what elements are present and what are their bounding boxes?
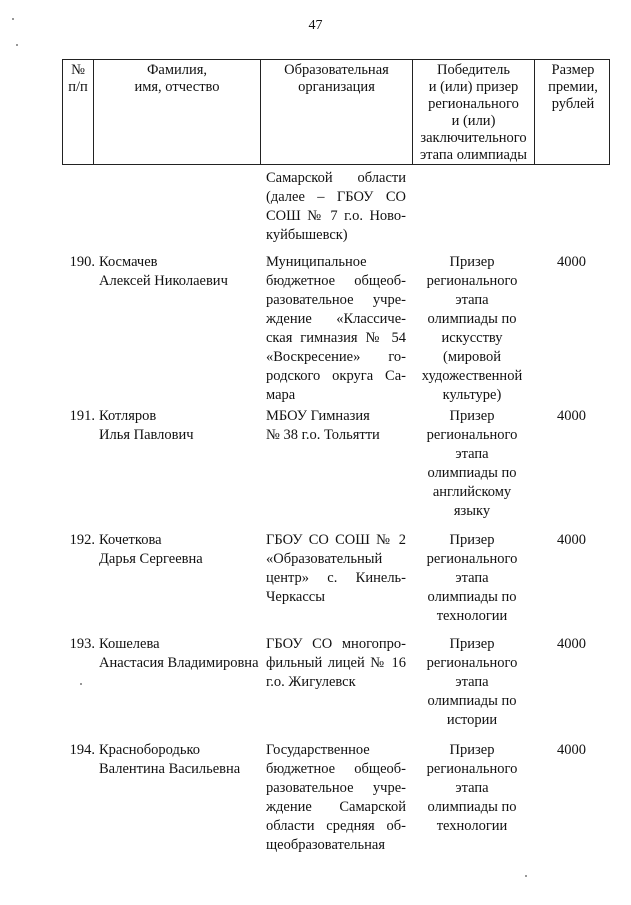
organization: Государственное бюджетное общеоб- разовательное учре- ждение Самарской области средняя об- щеобразовательная [266, 742, 406, 853]
table-header [62, 59, 610, 165]
award-status: Призер регионального этапа олимпиады по истории [426, 636, 518, 728]
header-col-organization: Образовательная организация [261, 60, 413, 164]
person-name: Котляров Илья Павлович [99, 408, 194, 443]
scan-speck [16, 44, 18, 46]
person-name: Кошелева Анастасия Владимировна [99, 636, 259, 671]
header-col-prize: Размер премии, рублей [548, 62, 598, 112]
person-name: Краснобородько Валентина Васильевна [99, 742, 241, 777]
header-col-award: Победитель и (или) призер регионального и (или) заключительного этапа олимпиады [413, 60, 535, 164]
prize-amount: 4000 [557, 532, 586, 548]
row-number: 192. [69, 532, 95, 548]
scan-speck [12, 18, 14, 20]
award-status: Призер регионального этапа олимпиады по английскому языку [426, 408, 518, 519]
row-number: 193. [69, 636, 95, 652]
organization: ГБОУ СО СОШ № 2 «Образовательный центр» с. Кинель- Черкассы [266, 532, 406, 605]
award-status: Призер регионального этапа олимпиады по технологии [426, 532, 518, 624]
organization: ГБОУ СО многопро- фильный лицей № 16 г.о. Жигулевск [266, 636, 406, 690]
organization: МБОУ Гимназия № 38 г.о. Тольятти [266, 408, 380, 443]
page-number: 47 [308, 18, 323, 33]
person-name: Космачев Алексей Николаевич [99, 254, 228, 289]
scan-speck [525, 875, 527, 877]
continued-organization-text: Самарской области (далее – ГБОУ СО СОШ № 7 г.о. Ново- куйбышевск) [266, 170, 406, 243]
prize-amount: 4000 [557, 636, 586, 652]
organization: Муниципальное бюджетное общеоб- разовательное учре- ждение «Классиче- ская гимназия № 54 «Воскресение» го- родского округа Са- мара [266, 254, 406, 403]
award-status: Призер регионального этапа олимпиады по технологии [426, 742, 518, 834]
person-name: Кочеткова Дарья Сергеевна [99, 532, 203, 567]
header-col-name: Фамилия, имя, отчество [94, 60, 261, 164]
award-status: Призер регионального этапа олимпиады по искусству (мировой художественной культуре) [421, 254, 523, 403]
prize-amount: 4000 [557, 408, 586, 424]
prize-amount: 4000 [557, 254, 586, 270]
row-number: 194. [69, 742, 95, 758]
row-number: 190. [69, 254, 95, 270]
header-col-number: № п/п [63, 60, 94, 164]
prize-amount: 4000 [557, 742, 586, 758]
scan-speck [80, 683, 82, 685]
row-number: 191. [69, 408, 95, 424]
